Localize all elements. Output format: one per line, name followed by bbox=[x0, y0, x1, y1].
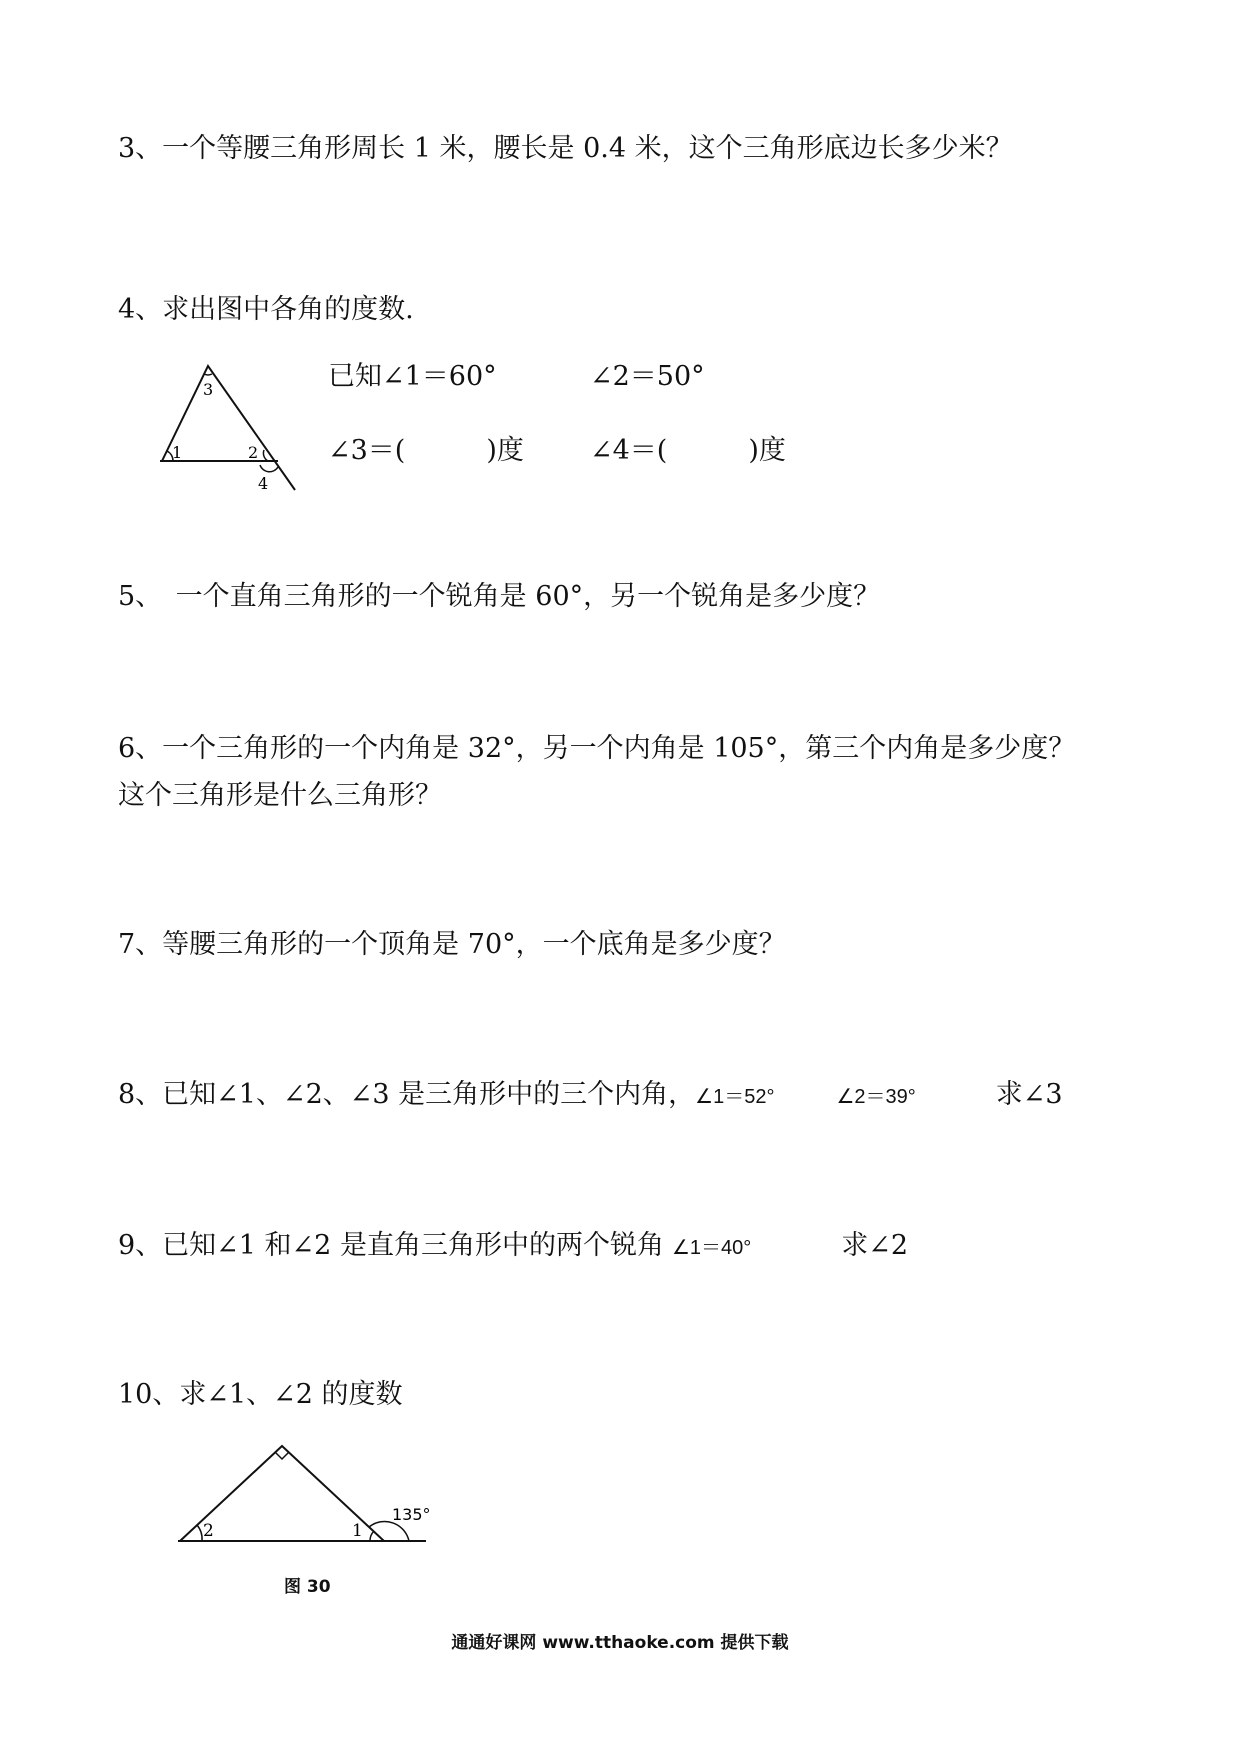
question-3: 3、一个等腰三角形周长 1 米，腰长是 0.4 米，这个三角形底边长多少米？ bbox=[118, 133, 1013, 164]
figure2-angle-label-1: 1 bbox=[352, 1521, 363, 1541]
q4-given-angle-2: ∠2＝50° bbox=[590, 361, 705, 392]
q4-answer-angle-3: ∠3＝( )度 bbox=[328, 435, 524, 466]
q9-given-angle-1: ∠1＝40° bbox=[671, 1237, 752, 1259]
triangle-figure-30 bbox=[176, 1438, 436, 1558]
question-6-line-2: 这个三角形是什么三角形？ bbox=[118, 780, 442, 811]
figure1-angle-label-1: 1 bbox=[172, 443, 183, 462]
q4-given-angle-1: 已知∠1＝60° bbox=[328, 361, 497, 392]
figure-30-caption: 图 30 bbox=[284, 1577, 331, 1597]
question-4: 4、求出图中各角的度数. bbox=[118, 294, 414, 325]
triangle-figure-1 bbox=[150, 362, 300, 497]
question-6-line-1: 6、一个三角形的一个内角是 32°，另一个内角是 105°，第三个内角是多少度？ bbox=[118, 733, 1076, 764]
q9-ask-angle-2: 求∠2 bbox=[841, 1230, 909, 1261]
figure2-angle-label-135: 135° bbox=[392, 1505, 431, 1524]
figure1-angle-label-4: 4 bbox=[258, 474, 269, 493]
question-8 bbox=[118, 1070, 1063, 1122]
figure1-angle-label-3: 3 bbox=[203, 380, 214, 399]
question-9 bbox=[118, 1221, 908, 1273]
figure1-angle-label-2: 2 bbox=[248, 443, 259, 462]
question-7: 7、等腰三角形的一个顶角是 70°，一个底角是多少度？ bbox=[118, 929, 786, 960]
figure2-angle-label-2: 2 bbox=[203, 1521, 214, 1541]
q8-ask-angle-3: 求∠3 bbox=[995, 1079, 1063, 1110]
question-5: 5、 一个直角三角形的一个锐角是 60°，另一个锐角是多少度？ bbox=[118, 581, 881, 612]
question-10: 10、求∠1、∠2 的度数 bbox=[118, 1379, 403, 1410]
question-9-text: 9、已知∠1 和∠2 是直角三角形中的两个锐角 bbox=[118, 1230, 664, 1261]
footer-download-note: 通通好课网 www.tthaoke.com 提供下载 bbox=[451, 1633, 789, 1653]
q8-given-angle-2: ∠2＝39° bbox=[836, 1086, 916, 1108]
q4-answer-angle-4: ∠4＝( )度 bbox=[590, 435, 786, 466]
q8-given-angle-1: ∠1＝52° bbox=[695, 1086, 775, 1108]
question-8-text: 8、已知∠1、∠2、∠3 是三角形中的三个内角， bbox=[118, 1079, 696, 1110]
